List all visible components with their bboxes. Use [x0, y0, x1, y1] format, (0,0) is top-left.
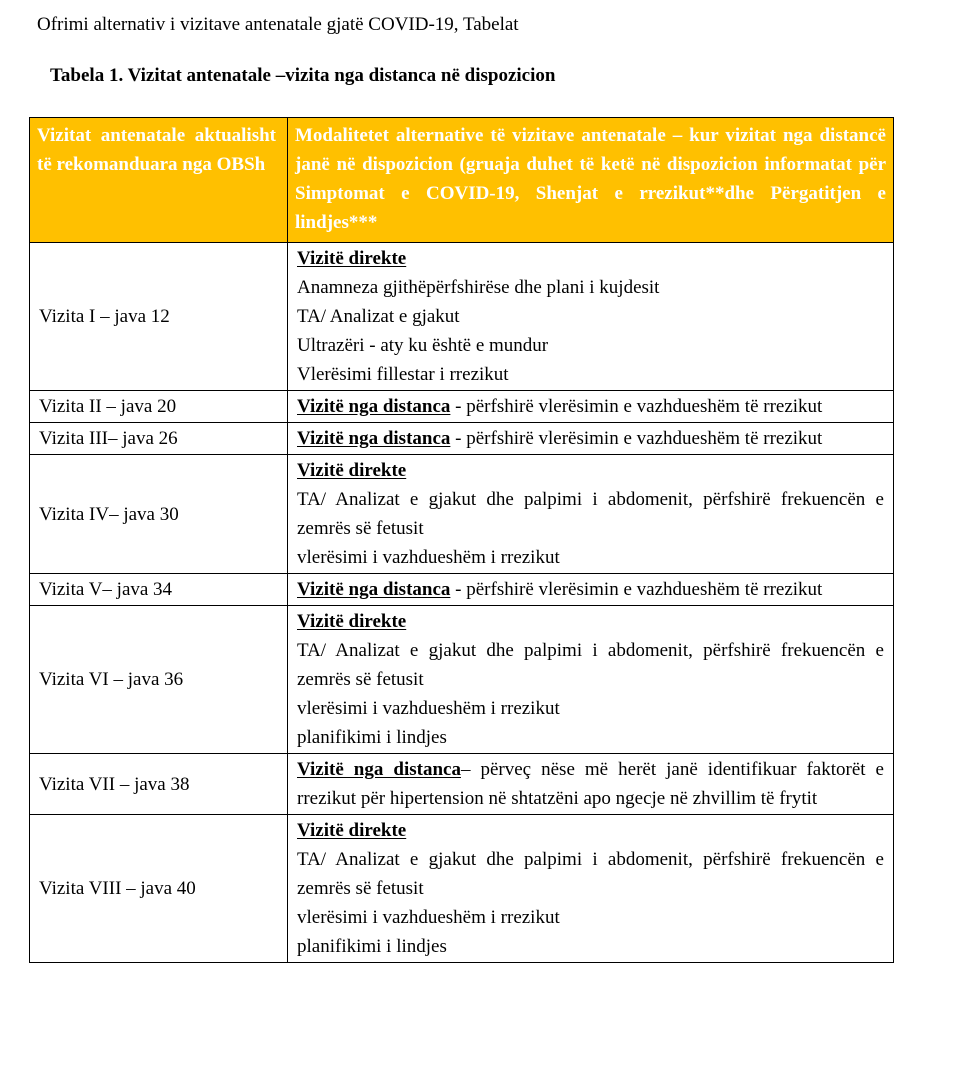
- visit-detail-line: vlerësimi i vazhdueshëm i rrezikut: [297, 698, 560, 719]
- column-header-alternative-modalities: Modalitetet alternative të vizitave antenatale – kur vizitat nga distancë janë në dispozicion (gruaja duhet të ketë në dispozicion informatat për Simptomat e COVID-19, Shenjat e rrezikut**dhe Përgatitjen e lindjes***: [288, 118, 894, 243]
- modality-line: [297, 575, 884, 604]
- visit-detail-line: vlerësimi i vazhdueshëm i rrezikut: [297, 907, 560, 928]
- page-header: Ofrimi alternativ i vizitave antenatale gjatë COVID-19, Tabelat: [37, 14, 519, 35]
- visit-modality-cell: [288, 423, 894, 455]
- visit-detail-line: Anamneza gjithëpërfshirëse dhe plani i kujdesit: [297, 277, 660, 298]
- modality-line: [297, 456, 884, 485]
- modality-line: [297, 607, 884, 636]
- visit-name-cell: Vizita I – java 12: [30, 243, 288, 391]
- visit-mode-label: Vizitë nga distanca: [297, 579, 451, 600]
- visit-name-cell: Vizita IV– java 30: [30, 455, 288, 574]
- visit-mode-label: Vizitë direkte: [297, 820, 407, 841]
- table-title: Tabela 1. Vizitat antenatale –vizita nga distanca në dispozicion: [50, 65, 556, 86]
- antenatal-visits-table: [29, 117, 894, 963]
- visit-mode-label: Vizitë nga distanca: [297, 428, 451, 449]
- table-row: [30, 754, 894, 815]
- visit-mode-description: – përveç nëse më herët janë identifikuar faktorët e rrezikut për hipertension në shtatzëni apo ngecje në zhvillim të frytit: [297, 759, 884, 809]
- visit-detail-line: TA/ Analizat e gjakut dhe palpimi i abdomenit, përfshirë frekuencën e zemrës së fetusit: [297, 640, 884, 690]
- visit-modality-cell: [288, 815, 894, 963]
- table-header-row: [30, 118, 894, 243]
- table-row: [30, 423, 894, 455]
- table-row: [30, 391, 894, 423]
- column-header-recommended-visits: Vizitat antenatale aktualisht të rekomanduara nga OBSh: [30, 118, 288, 243]
- modality-line: [297, 816, 884, 845]
- visit-detail-line: Ultrazëri - aty ku është e mundur: [297, 335, 549, 356]
- visit-detail-line: TA/ Analizat e gjakut dhe palpimi i abdomenit, përfshirë frekuencën e zemrës së fetusit: [297, 849, 884, 899]
- modality-line: [297, 392, 884, 421]
- visit-name-cell: Vizita V– java 34: [30, 574, 288, 606]
- visit-modality-cell: [288, 243, 894, 391]
- visit-mode-label: Vizitë direkte: [297, 248, 407, 269]
- visit-mode-label: Vizitë direkte: [297, 460, 407, 481]
- visit-name-cell: Vizita II – java 20: [30, 391, 288, 423]
- table-body: [30, 243, 894, 963]
- visit-modality-cell: [288, 574, 894, 606]
- visit-mode-description: - përfshirë vlerësimin e vazhdueshëm të rrezikut: [450, 396, 823, 417]
- visit-modality-cell: [288, 455, 894, 574]
- visit-detail-line: vlerësimi i vazhdueshëm i rrezikut: [297, 547, 560, 568]
- visit-mode-label: Vizitë direkte: [297, 611, 407, 632]
- modality-line: [297, 755, 884, 813]
- visit-modality-cell: [288, 391, 894, 423]
- modality-line: [297, 424, 884, 453]
- visit-detail-line: TA/ Analizat e gjakut: [297, 306, 460, 327]
- visit-detail-line: Vlerësimi fillestar i rrezikut: [297, 364, 509, 385]
- modality-line: [297, 244, 884, 273]
- visit-detail-line: TA/ Analizat e gjakut dhe palpimi i abdomenit, përfshirë frekuencën e zemrës së fetusit: [297, 489, 884, 539]
- table-row: [30, 243, 894, 391]
- table-row: [30, 606, 894, 754]
- visit-modality-cell: [288, 606, 894, 754]
- visit-name-cell: Vizita VIII – java 40: [30, 815, 288, 963]
- visit-name-cell: Vizita VII – java 38: [30, 754, 288, 815]
- table-row: [30, 455, 894, 574]
- visit-detail-line: planifikimi i lindjes: [297, 936, 447, 957]
- visit-modality-cell: [288, 754, 894, 815]
- visit-name-cell: Vizita III– java 26: [30, 423, 288, 455]
- visit-detail-line: planifikimi i lindjes: [297, 727, 447, 748]
- visit-mode-description: - përfshirë vlerësimin e vazhdueshëm të rrezikut: [450, 428, 823, 449]
- visit-mode-label: Vizitë nga distanca: [297, 759, 461, 780]
- visit-name-cell: Vizita VI – java 36: [30, 606, 288, 754]
- visit-mode-label: Vizitë nga distanca: [297, 396, 451, 417]
- visit-mode-description: - përfshirë vlerësimin e vazhdueshëm të rrezikut: [450, 579, 823, 600]
- table-row: [30, 574, 894, 606]
- table-row: [30, 815, 894, 963]
